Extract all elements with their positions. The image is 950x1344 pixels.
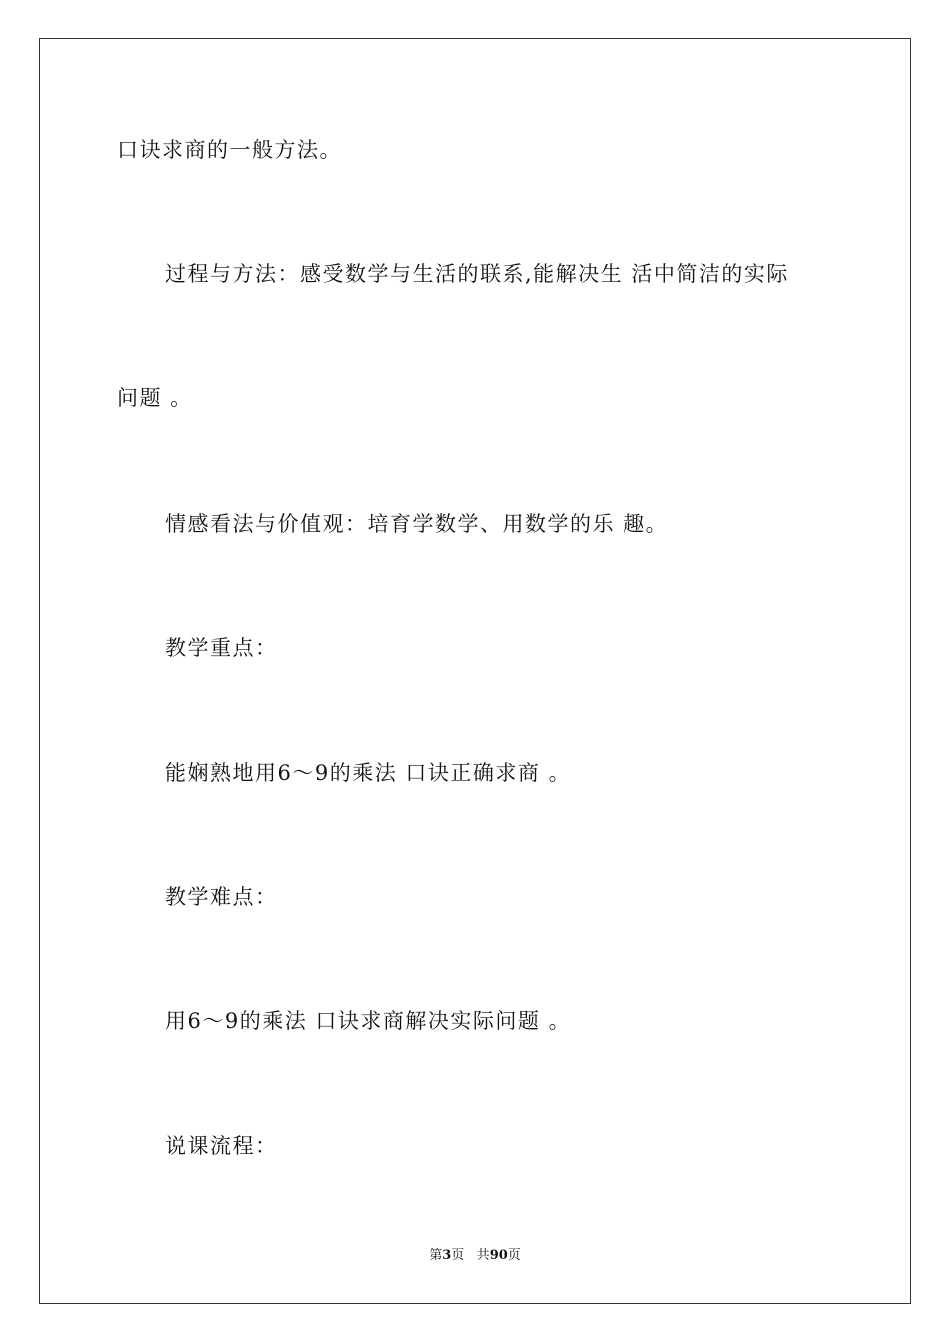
footer-total-number: 90	[489, 1248, 508, 1263]
text-line-2: 过程与方法：感受数学与生活的联系,能解决生 活中简洁的实际	[165, 262, 789, 286]
footer-page-number: 3	[442, 1248, 452, 1263]
text-line-4: 情感看法与价值观：培育学数学、用数学的乐 趣。	[165, 512, 669, 536]
page-border	[39, 38, 911, 1304]
footer-page-suffix: 页	[451, 1248, 465, 1263]
text-line-6: 能娴熟地用6～9的乘法 口诀正确求商 。	[165, 761, 572, 785]
text-line-1: 口诀求商的一般方法。	[117, 138, 342, 162]
section-heading-process: 说课流程：	[165, 1134, 278, 1158]
text-line-8: 用6～9的乘法 口诀求商解决实际问题 。	[165, 1009, 572, 1033]
section-heading-key-points: 教学重点：	[165, 636, 278, 660]
page-footer	[0, 1247, 950, 1265]
footer-total-suffix: 页	[507, 1248, 521, 1263]
section-heading-difficulties: 教学难点：	[165, 885, 278, 909]
footer-total-prefix: 共	[476, 1248, 490, 1263]
text-line-3: 问题 。	[117, 386, 193, 410]
footer-page-prefix: 第	[429, 1248, 443, 1263]
